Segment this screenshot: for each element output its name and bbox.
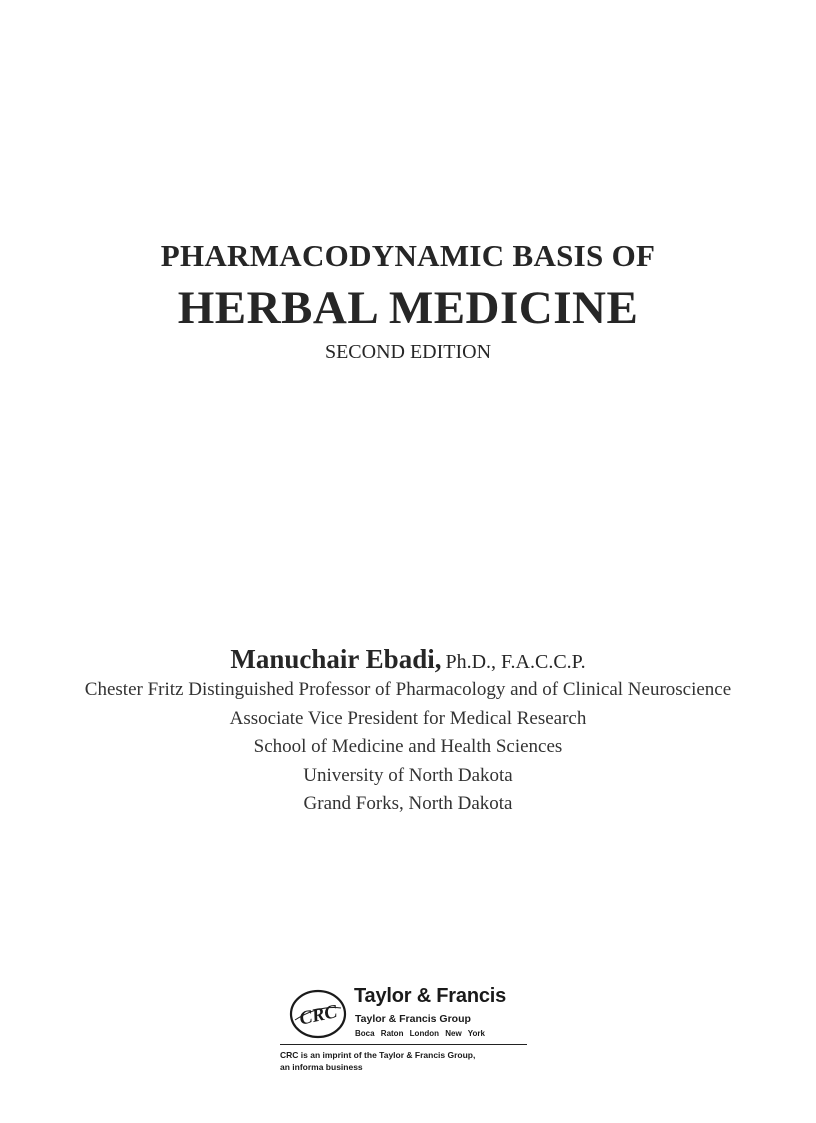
edition-label: SECOND EDITION <box>324 341 492 363</box>
author-line <box>0 644 816 675</box>
publisher-group: Taylor & Francis Group <box>355 1013 471 1025</box>
title-line-1: PHARMACODYNAMIC BASIS OF <box>160 238 656 273</box>
author-credentials: Ph.D., F.A.C.C.P. <box>445 651 586 673</box>
imprint-line-2: an informa business <box>280 1062 363 1072</box>
publisher-imprint <box>280 1049 475 1073</box>
publisher-name: Taylor & Francis <box>354 985 507 1007</box>
author-school: School of Medicine and Health Sciences <box>253 736 563 757</box>
author-name: Manuchair Ebadi, <box>230 644 442 674</box>
crc-logo-text: CRC <box>297 1001 340 1030</box>
author-title: Chester Fritz Distinguished Professor of Pharmacology and of Clinical Neuroscience <box>84 679 732 700</box>
publisher-cities: Boca Raton London New York <box>355 1029 485 1038</box>
book-title: HERBAL MEDICINE <box>177 282 639 334</box>
publisher-divider <box>280 1044 527 1045</box>
imprint-line-1: CRC is an imprint of the Taylor & Francis Group, <box>280 1050 476 1060</box>
author-location: Grand Forks, North Dakota <box>303 793 513 814</box>
crc-logo-icon <box>289 989 347 1039</box>
author-university: University of North Dakota <box>303 765 513 786</box>
author-position: Associate Vice President for Medical Research <box>229 708 587 729</box>
publisher-block <box>280 985 529 1085</box>
